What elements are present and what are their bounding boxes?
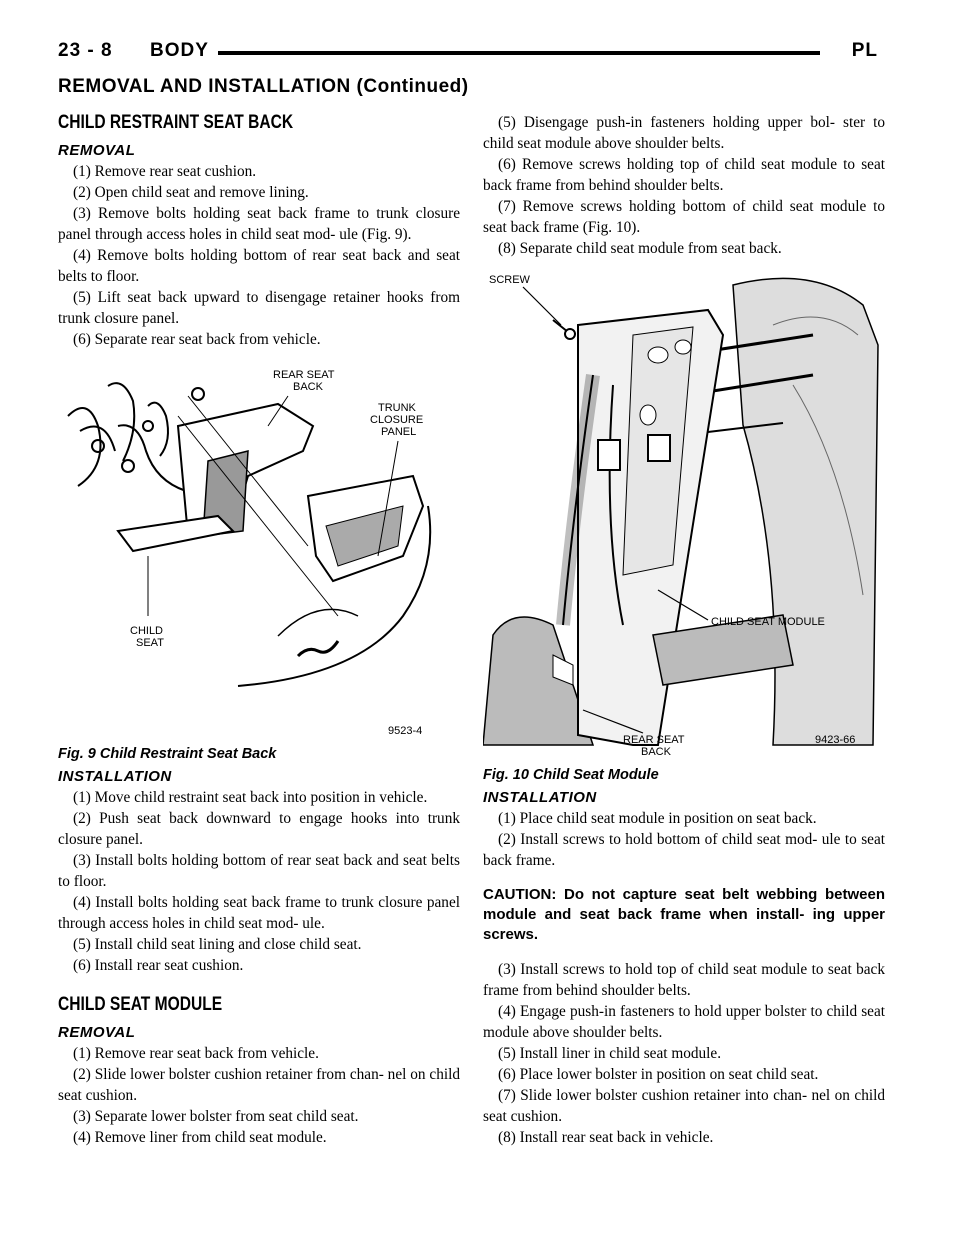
step: (7) Remove screws holding bottom of child seat module to seat back frame (Fig. 10).: [483, 198, 885, 236]
removal-heading: REMOVAL: [58, 142, 136, 159]
removal-steps-2: [58, 1043, 460, 1148]
label-back: BACK: [641, 746, 671, 758]
continued-heading: REMOVAL AND INSTALLATION (Continued): [58, 76, 469, 97]
installation-heading: INSTALLATION: [58, 768, 172, 785]
removal-steps: [58, 161, 460, 350]
step: (6) Remove screws holding top of child seat module to seat back frame from behind shoulder belts.: [483, 156, 885, 194]
section-title-child-restraint: CHILD RESTRAINT SEAT BACK: [58, 112, 294, 133]
step: (8) Separate child seat module from seat back.: [498, 240, 782, 257]
step: (4) Remove liner from child seat module.: [73, 1129, 327, 1146]
figure-10-illustration: [483, 265, 885, 765]
step: (2) Install screws to hold bottom of child seat mod- ule to seat back frame.: [483, 831, 885, 869]
step: (5) Lift seat back upward to disengage retainer hooks from trunk closure panel.: [58, 289, 460, 327]
label-rear-seat: REAR SEAT: [273, 369, 335, 381]
label-child: CHILD: [130, 625, 164, 637]
step: (7) Slide lower bolster cushion retainer into chan- nel on child seat cushion.: [483, 1087, 885, 1125]
step: (5) Install liner in child seat module.: [498, 1045, 722, 1062]
left-column: [58, 112, 460, 1148]
label-panel: PANEL: [381, 426, 417, 438]
figure-code: 9423-66: [815, 734, 856, 746]
right-column: [483, 112, 885, 1148]
figure-10-caption: Fig. 10 Child Seat Module: [483, 767, 659, 783]
section-name: BODY: [150, 40, 209, 61]
step: (5) Disengage push-in fasteners holding upper bol- ster to child seat module above shoulder belts.: [483, 114, 885, 152]
step: (6) Install rear seat cushion.: [73, 957, 244, 974]
step: (3) Install bolts holding bottom of rear seat back and seat belts to floor.: [58, 852, 460, 890]
step: (1) Place child seat module in position on seat back.: [498, 810, 817, 827]
figure-9-caption: Fig. 9 Child Restraint Seat Back: [58, 746, 277, 762]
label-screw: SCREW: [489, 274, 530, 286]
step: (6) Separate rear seat back from vehicle.: [73, 331, 321, 348]
figure-9-illustration: [58, 356, 460, 744]
label-rear-seat: REAR SEAT: [623, 734, 685, 746]
step: (3) Install screws to hold top of child seat module to seat back frame from behind shoulder belts.: [483, 961, 885, 999]
step: (1) Remove rear seat back from vehicle.: [73, 1045, 319, 1062]
removal-heading-2: REMOVAL: [58, 1024, 136, 1041]
removal-steps-continued: [483, 112, 885, 259]
installation-steps: [58, 787, 460, 976]
figure-code: 9523-4: [388, 725, 423, 737]
caution-note: CAUTION: Do not capture seat belt webbing between module and seat back frame when install- ing upper screws.: [483, 886, 885, 943]
step: (1) Move child restraint seat back into position in vehicle.: [73, 789, 428, 806]
installation-heading-2: INSTALLATION: [483, 789, 597, 806]
page-header: [58, 40, 878, 70]
step: (4) Remove bolts holding bottom of rear seat back and seat belts to floor.: [58, 247, 460, 285]
step: (2) Slide lower bolster cushion retainer from chan- nel on child seat cushion.: [58, 1066, 460, 1104]
label-child-seat-module: CHILD SEAT MODULE: [711, 616, 825, 628]
figure-9: [58, 356, 460, 762]
step: (2) Push seat back downward to engage hooks into trunk closure panel.: [58, 810, 460, 848]
label-closure: CLOSURE: [370, 414, 424, 426]
label-trunk: TRUNK: [378, 402, 416, 414]
step: (3) Separate lower bolster from seat child seat.: [73, 1108, 359, 1125]
installation-steps-2a: [483, 808, 885, 871]
step: (4) Install bolts holding seat back frame to trunk closure panel through access holes in child seat mod- ule.: [58, 894, 460, 932]
step: (3) Remove bolts holding seat back frame to trunk closure panel through access holes in child seat mod- ule (Fig. 9).: [58, 205, 460, 243]
installation-steps-2b: [483, 959, 885, 1148]
step: (2) Open child seat and remove lining.: [73, 184, 309, 201]
step: (5) Install child seat lining and close child seat.: [73, 936, 362, 953]
page-number: 23 - 8: [58, 40, 113, 61]
step: (8) Install rear seat back in vehicle.: [498, 1129, 714, 1146]
step: (4) Engage push-in fasteners to hold upper bolster to child seat module above shoulder belts.: [483, 1003, 885, 1041]
label-seat: SEAT: [136, 637, 164, 649]
figure-10: [483, 265, 885, 783]
step: (1) Remove rear seat cushion.: [73, 163, 257, 180]
header-rule: [218, 51, 820, 55]
section-title-child-seat-module: CHILD SEAT MODULE: [58, 994, 223, 1015]
vehicle-code: PL: [851, 40, 878, 61]
label-back: BACK: [293, 381, 323, 393]
step: (6) Place lower bolster in position on seat child seat.: [498, 1066, 819, 1083]
